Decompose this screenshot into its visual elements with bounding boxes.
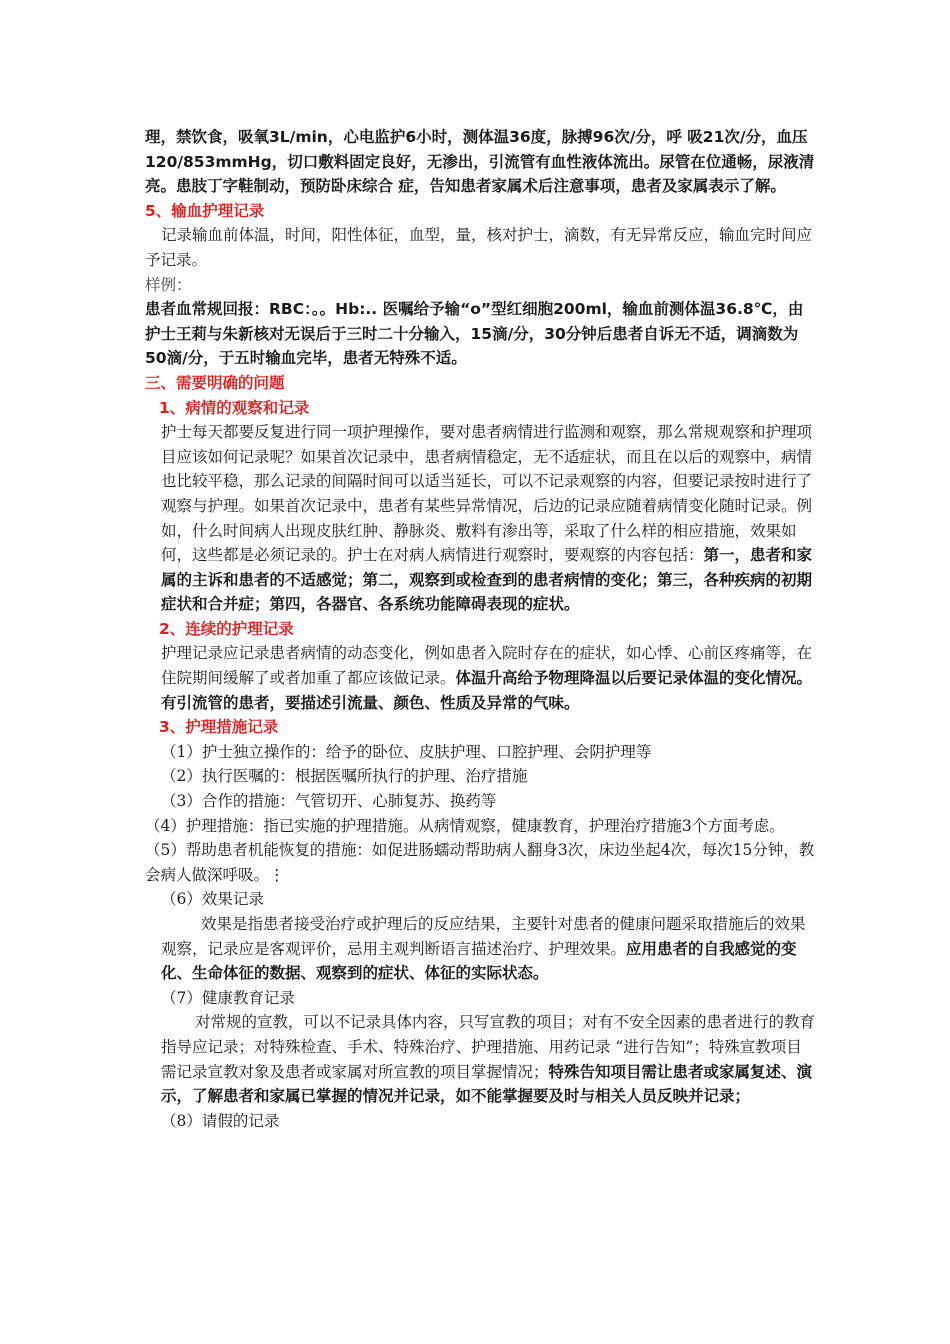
measure-item-8: （8）请假的记录 xyxy=(161,1111,280,1130)
measure-item-2: （2）执行医嘱的：根据医嘱所执行的护理、治疗措施 xyxy=(161,767,528,786)
observation-paragraph xyxy=(145,420,815,617)
effect-text: 效果是指患者接受治疗或护理后的反应结果，主要针对患者的健康问题采取措施后的效果观察，记录应是客观评价，忌用主观判断语言描述治疗、护理效果。 xyxy=(161,915,806,958)
observation-text: 护士每天都要反复进行同一项护理操作，要对患者病情进行监测和观察，那么常规观察和护理项目应该如何记录呢？如果首次记录中，患者病情稳定，无不适症状，而且在以后的观察中，病情也比较平稳，那么记录的间隔时间可以适当延长，可以不记录观察的内容，但要记录按时进行了观察与护理。如果首次记录中，患者有某些异常情况，后边的记录应随着病情变化随时记录。例如，什么时间病人出现皮肤红肿、静脉炎、敷料有渗出等，采取了什么样的相应措施，效果如何，这些都是必须记录的。护士在对病人病情进行观察时，要观察的内容包括： xyxy=(161,423,813,565)
measure-item-7: （7）健康教育记录 xyxy=(161,988,295,1007)
heading-observation-record: 1、病情的观察和记录 xyxy=(159,398,310,417)
education-bold-text: 特殊告知项目需让患者或家属复述、演示，了解患者和家属已掌握的情况并记录，如不能掌握要及时与相关人员反映并记录； xyxy=(161,1062,813,1106)
heading-section-3: 三、需要明确的问题 xyxy=(145,373,285,392)
transfusion-paragraph: 记录输血前体温，时间，阳性体征，血型，量，核对护士，滴数，有无异常反应，输血完时间应予记录。 xyxy=(145,226,813,269)
measure-item-1: （1）护士独立操作的：给予的卧位、皮肤护理、口腔护理、会阴护理等 xyxy=(161,742,652,761)
continuous-bold-text: 体温升高给予物理降温以后要记录体温的变化情况。有引流管的患者，要描述引流量、颜色、性质及异常的气味。 xyxy=(161,669,813,712)
continuous-text: 护理记录应记录患者病情的动态变化，例如患者入院时存在的症状，如心悸、心前区疼痛等，在住院期间缓解了或者加重了都应该做记录。 xyxy=(161,644,813,688)
continuous-paragraph xyxy=(145,641,815,715)
observation-bold-text: 第一，患者和家属的主诉和患者的不适感觉；第二，观察到或检查到的患者病情的变化；第三，各种疾病的初期症状和合并症；第四，各器官、各系统功能障碍表现的症状。 xyxy=(161,546,813,614)
measure-item-5: （5）帮助患者机能恢复的措施：如促进肠蠕动帮助病人翻身3次，床边坐起4次，每次15分钟，教会病人做深呼吸。⋮ xyxy=(145,841,815,884)
heading-measures-record: 3、护理措施记录 xyxy=(159,718,279,737)
effect-paragraph xyxy=(145,912,815,986)
effect-bold-text: 应用患者的自我感觉的变化、生命体征的数据、观察到的症状、体征的实际状态。 xyxy=(161,939,797,983)
heading-continuous-record: 2、连续的护理记录 xyxy=(159,619,294,638)
sample-paragraph: 患者血常规回报：RBC：。。Hb:.. 医嘱给予输“o”型红细胞200ml，输血前测体温36.8℃，由护士王莉与朱新核对无误后于三时二十分输入，15滴/分，30分钟后患者自诉无不适，调滴数为50滴/分，于五时输血完毕，患者无特殊不适。 xyxy=(145,300,804,368)
measure-item-4: （4）护理措施：指已实施的护理措施。从病情观察，健康教育，护理治疗措施3个方面考虑。 xyxy=(145,816,785,835)
sample-label: 样例： xyxy=(145,275,192,294)
measure-item-3: （3）合作的措施：气管切开、心肺复苏、换药等 xyxy=(161,792,497,811)
postop-paragraph: 理，禁饮食，吸氧3L/min，心电监护6小时，测体温36度，脉搏96次/分，呼 吸21次/分，血压120/853mmHg，切口敷料固定良好，无渗出，引流管有血性液体流出。尿管在位通畅，尿液清亮。患肢丁字鞋制动，预防卧床综合 症，告知患者家属术后注意事项，患者及家属表示了解。 xyxy=(145,128,815,196)
document-page xyxy=(145,125,815,1133)
measure-item-6: （6）效果记录 xyxy=(161,890,264,909)
education-text: 对常规的宣教，可以不记录具体内容，只写宣教的项目；对有不安全因素的患者进行的教育指导应记录；对特殊检查、手术、特殊治疗、护理措施、用药记录 “进行告知”；特殊宣教项目需记录宣教对象及患者或家属对所宣教的项目掌握情况； xyxy=(161,1013,816,1081)
heading-transfusion-record: 5、输血护理记录 xyxy=(145,201,265,220)
education-paragraph xyxy=(145,1010,815,1108)
